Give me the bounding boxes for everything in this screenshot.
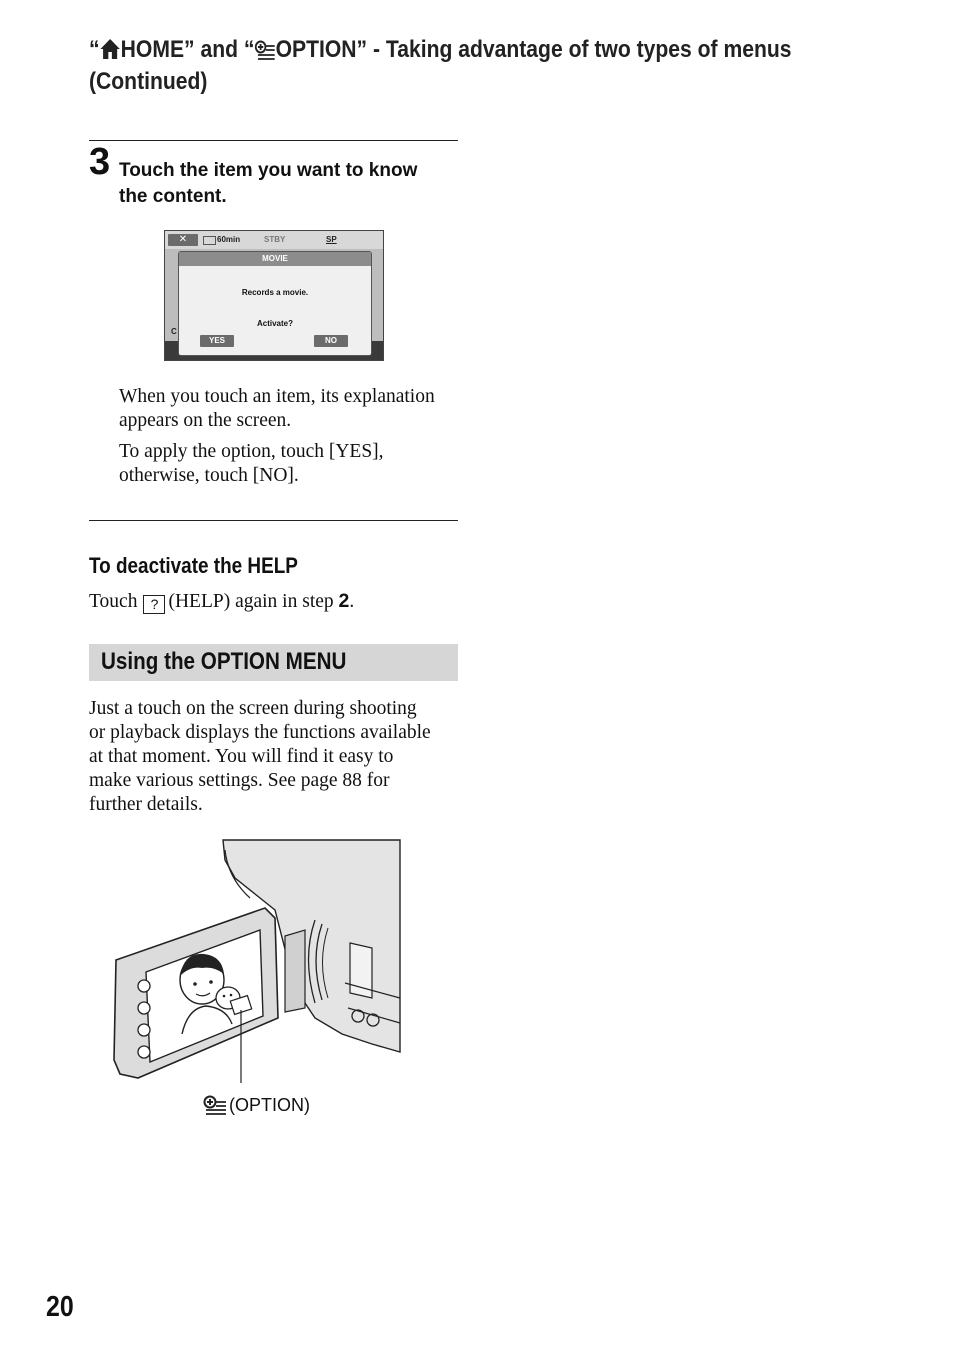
- title-continued: (Continued): [89, 68, 208, 95]
- paragraph-line: appears on the screen.: [119, 410, 292, 431]
- title-rest: ” - Taking advantage of two types of menus: [356, 36, 792, 63]
- paragraph-line: otherwise, touch [NO].: [119, 465, 299, 486]
- page-number: 20: [46, 1291, 74, 1323]
- deactivate-help-text: [89, 589, 469, 614]
- recording-status: STBY: [264, 235, 286, 244]
- help-button-icon: ?: [143, 595, 165, 614]
- quote-mark: “: [89, 36, 100, 63]
- battery-remaining: 60min: [217, 235, 241, 244]
- hidden-menu-label: C: [171, 327, 177, 336]
- help-dialog: [178, 251, 372, 356]
- option-menu-section-header: [89, 644, 458, 681]
- battery-icon: [203, 236, 216, 245]
- step-number: 3: [89, 141, 111, 183]
- dialog-message: Records a movie.: [241, 288, 309, 297]
- paragraph-line: Just a touch on the screen during shooting: [89, 698, 417, 719]
- section-rule: [89, 140, 458, 141]
- option-caption-label: (OPTION): [229, 1095, 310, 1115]
- text-fragment: .: [349, 591, 355, 612]
- option-menu-paragraph: [89, 697, 469, 817]
- home-icon: [100, 38, 121, 60]
- page-title: [89, 34, 793, 98]
- option-icon: [254, 38, 275, 60]
- lcd-screen-illustration: [164, 230, 384, 361]
- section-rule: [89, 520, 458, 521]
- step-instruction-line: the content.: [119, 186, 227, 207]
- paragraph-line: further details.: [89, 794, 203, 815]
- explanation-paragraph: [119, 385, 464, 433]
- text-fragment: Touch: [89, 591, 138, 612]
- apply-option-paragraph: [119, 440, 464, 488]
- paragraph-line: To apply the option, touch [YES],: [119, 441, 384, 462]
- quality-indicator: SP: [326, 235, 337, 244]
- dialog-title: MOVIE: [179, 252, 371, 266]
- deactivate-help-heading: To deactivate the HELP: [89, 553, 298, 578]
- text-fragment: (HELP) again in step: [168, 591, 334, 612]
- home-label: HOME: [120, 36, 185, 63]
- paragraph-line: make various settings. See page 88 for: [89, 770, 390, 791]
- paragraph-line: When you touch an item, its explanation: [119, 386, 435, 407]
- close-button[interactable]: ✕: [168, 234, 198, 246]
- step-instruction: [119, 158, 464, 210]
- step-instruction-line: Touch the item you want to know: [119, 160, 418, 181]
- step-reference: 2: [338, 590, 350, 612]
- option-caption: [203, 1093, 310, 1117]
- paragraph-line: at that moment. You will find it easy to: [89, 746, 394, 767]
- option-label: OPTION: [275, 36, 357, 63]
- yes-button[interactable]: YES: [200, 335, 234, 347]
- camcorder-illustration: [110, 838, 402, 1083]
- title-connector: ” and “: [184, 36, 255, 63]
- option-icon: [203, 1095, 227, 1115]
- dialog-question: Activate?: [256, 319, 293, 328]
- section-title: Using the OPTION MENU: [101, 648, 347, 675]
- no-button[interactable]: NO: [314, 335, 348, 347]
- paragraph-line: or playback displays the functions available: [89, 722, 431, 743]
